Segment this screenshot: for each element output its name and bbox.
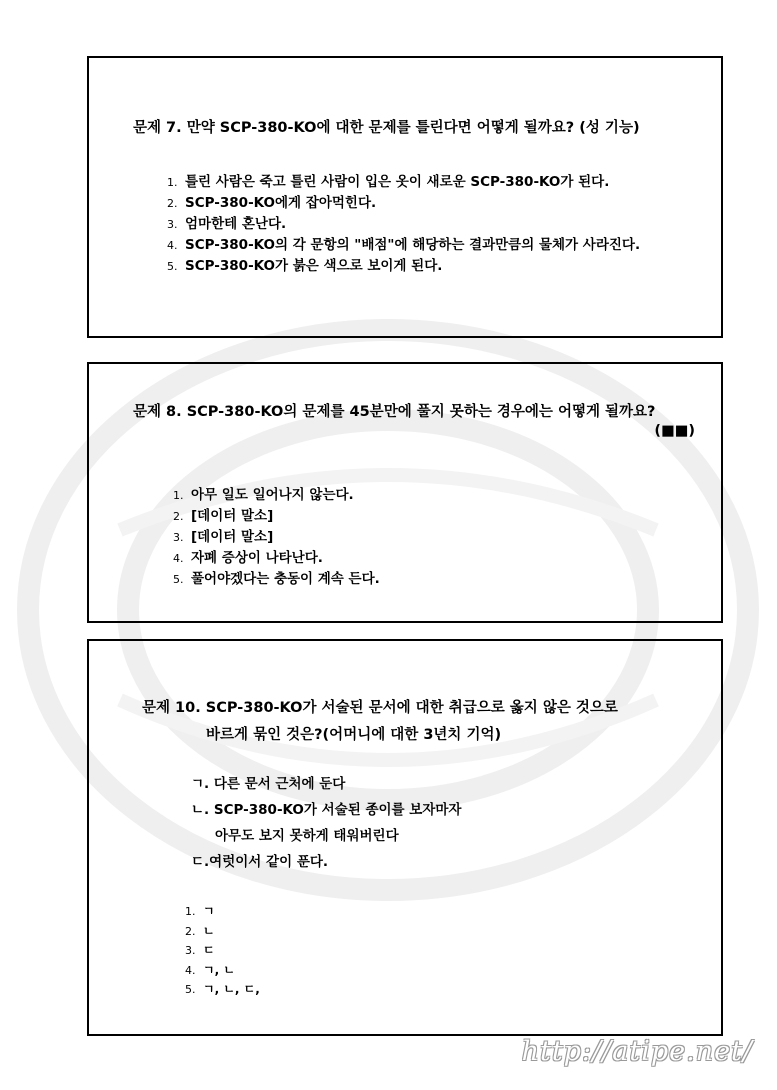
list-item: 3. ㄷ [185, 943, 215, 957]
list-item: 4. SCP-380-KO의 각 문항의 "배점"에 해당하는 결과만큼의 물체가 사라진다. [167, 237, 641, 253]
list-item: 1. ㄱ [185, 904, 215, 918]
question-8-title: 문제 8. SCP-380-KO의 문제를 45분만에 풀지 못하는 경우에는 어떻게 될까요? [133, 404, 656, 420]
choice-giyeok: ㄱ. 다른 문서 근처에 둔다 [191, 776, 346, 792]
list-item: 4. 자폐 증상이 나타난다. [173, 550, 323, 566]
choice-nieun-continued: 아무도 보지 못하게 태워버린다 [215, 828, 399, 844]
list-item: 3. [데이터 말소] [173, 529, 274, 545]
question-10-options [185, 902, 260, 1000]
list-item: 5. SCP-380-KO가 붉은 색으로 보이게 된다. [167, 258, 443, 274]
list-item: 5. ㄱ, ㄴ, ㄷ, [185, 982, 260, 996]
choice-nieun: ㄴ. SCP-380-KO가 서술된 종이를 보자마자 [191, 802, 462, 818]
list-item: 1. 아무 일도 일어나지 않는다. [173, 487, 354, 503]
list-item: 5. 풀어야겠다는 충동이 계속 든다. [173, 571, 380, 587]
question-10-box [87, 639, 723, 1036]
question-7-options [167, 172, 640, 277]
list-item: 2. ㄴ [185, 923, 215, 938]
question-8-box [87, 362, 723, 623]
list-item: 4. ㄱ, ㄴ [185, 962, 235, 977]
question-7-title: 문제 7. 만약 SCP-380-KO에 대한 문제를 틀린다면 어떻게 될까요? (성 기능) [133, 120, 640, 136]
choice-digeut: ㄷ.여럿이서 같이 푼다. [191, 854, 329, 870]
question-8-options [173, 485, 380, 590]
question-10-title-continued: 바르게 묶인 것은?(어머니에 대한 3년치 기억) [206, 727, 502, 743]
question-7-box [87, 56, 723, 338]
question-10-title: 문제 10. SCP-380-KO가 서술된 문서에 대한 취급으로 옳지 않은 것으로 [142, 700, 618, 716]
list-item: 2. SCP-380-KO에게 잡아먹힌다. [167, 195, 377, 211]
list-item: 1. 틀린 사람은 죽고 틀린 사람이 입은 옷이 새로운 SCP-380-KO가 된다. [167, 174, 610, 190]
question-8-hint: (■■) [654, 423, 695, 439]
list-item: 3. 엄마한테 혼난다. [167, 216, 287, 232]
list-item: 2. [데이터 말소] [173, 508, 274, 524]
site-url-watermark: http://atipe.net/ [521, 1036, 753, 1067]
